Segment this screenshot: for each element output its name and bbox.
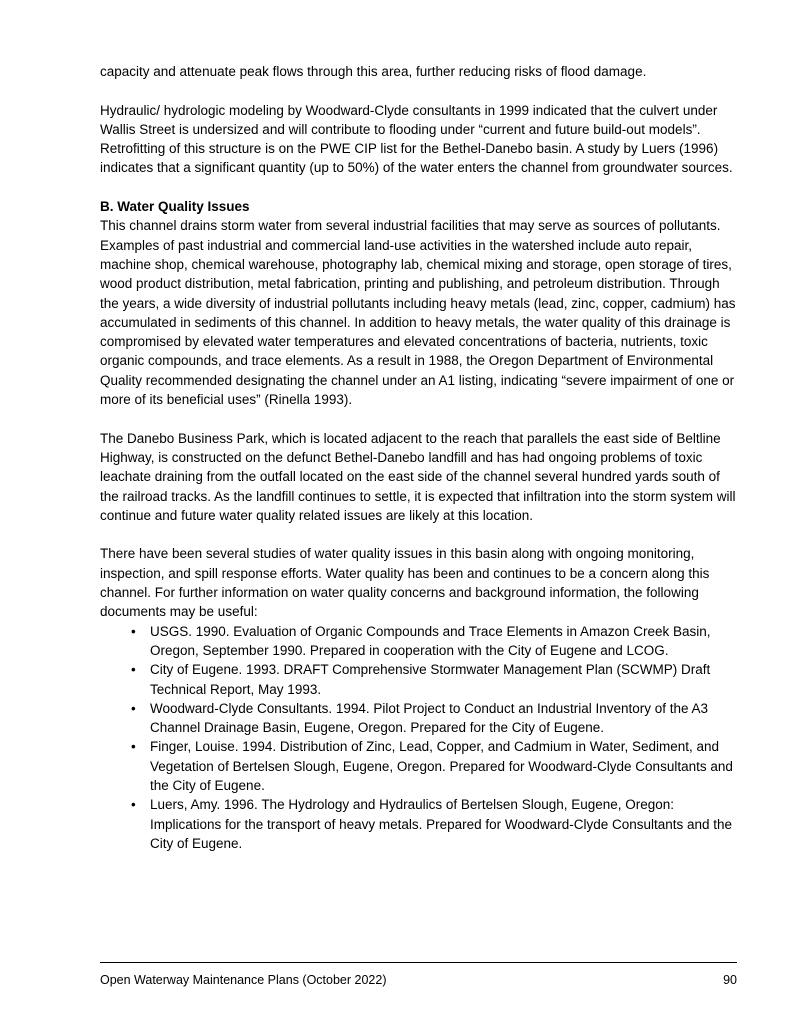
list-item xyxy=(100,622,737,661)
paragraph-danebo-business-park: The Danebo Business Park, which is located adjacent to the reach that parallels the east side of Beltline Highway, is constructed on the defunct Bethel-Danebo landfill and has had ongoing problems of toxic leachate draining from the outfall located on the east side of the channel several hundred yards south of the railroad tracks. As the landfill continues to settle, it is expected that infiltration into the storm system will continue and future water quality related issues are likely at this location. xyxy=(100,430,736,523)
page-number: 90 xyxy=(723,973,737,987)
reference-text: City of Eugene. 1993. DRAFT Comprehensive Stormwater Management Plan (SCWMP) Draft Technical Report, May 1993. xyxy=(150,662,711,697)
paragraph-pollutant-sources: This channel drains storm water from several industrial facilities that may serve as sources of pollutants. Examples of past industrial and commercial land-use activities in the watershed include auto repair, machine shop, chemical warehouse, photography lab, chemical mixing and storage, open storage of tires, wood product distribution, metal fabrication, printing and publishing, and petroleum distribution. Through the years, a wide diversity of industrial pollutants including heavy metals (lead, zinc, copper, cadmium) has accumulated in sediments of this channel. In addition to heavy metals, the water quality of this drainage is compromised by elevated water temperatures and elevated concentrations of bacteria, nutrients, toxic organic compounds, and trace elements. As a result in 1988, the Oregon Department of Environmental Quality recommended designating the channel under an A1 listing, indicating “severe impairment of one or more of its beneficial uses” (Rinella 1993). xyxy=(100,218,736,408)
paragraph-flood-capacity: capacity and attenuate peak flows through this area, further reducing risks of flood damage. xyxy=(100,64,647,79)
reference-text: Finger, Louise. 1994. Distribution of Zinc, Lead, Copper, and Cadmium in Water, Sediment, and Vegetation of Bertelsen Slough, Eugene, Oregon. Prepared for Woodward-Clyde Consultants and the City of Eugene. xyxy=(150,739,733,793)
section-heading-water-quality: B. Water Quality Issues xyxy=(100,199,250,215)
reference-text: Woodward-Clyde Consultants. 1994. Pilot Project to Conduct an Industrial Inventory of the A3 Channel Drainage Basin, Eugene, Oregon. Prepared for the City of Eugene. xyxy=(150,700,709,736)
reference-text: USGS. 1990. Evaluation of Organic Compounds and Trace Elements in Amazon Creek Basin, Oregon, September 1990. Prepared in cooperation with the City of Eugene and LCOG. xyxy=(150,623,711,658)
list-item xyxy=(100,795,737,853)
reference-text: Luers, Amy. 1996. The Hydrology and Hydraulics of Bertelsen Slough, Eugene, Oregon: Implications for the transport of heavy metals. Prepared for Woodward-Clyde Consultants and the City of Eugene. xyxy=(150,797,733,851)
bullet-icon: • xyxy=(131,797,136,813)
list-item xyxy=(100,660,737,699)
paragraph-water-quality-studies: There have been several studies of water quality issues in this basin along with ongoing monitoring, inspection, and spill response efforts. Water quality has been and continues to be a concern along this channel. For further information on water quality concerns and background information, the following documents may be useful: xyxy=(100,546,710,620)
paragraph-hydraulic-modeling: Hydraulic/ hydrologic modeling by Woodward-Clyde consultants in 1999 indicated that the culvert under Wallis Street is undersized and will contribute to flooding under “current and future build-out models”. Retrofitting of this structure is on the PWE CIP list for the Bethel-Danebo basin. A study by Luers (1996) indicates that a significant quantity (up to 50%) of the water enters the channel from groundwater sources. xyxy=(100,102,733,176)
bullet-icon: • xyxy=(131,700,136,716)
page-content xyxy=(100,62,737,853)
list-item xyxy=(100,699,737,738)
page-footer xyxy=(100,962,737,988)
bullet-icon: • xyxy=(131,739,136,755)
footer-title: Open Waterway Maintenance Plans (October 2022) xyxy=(100,973,387,987)
reference-list xyxy=(100,622,737,854)
bullet-icon: • xyxy=(131,623,136,639)
bullet-icon: • xyxy=(131,662,136,678)
list-item xyxy=(100,737,737,795)
